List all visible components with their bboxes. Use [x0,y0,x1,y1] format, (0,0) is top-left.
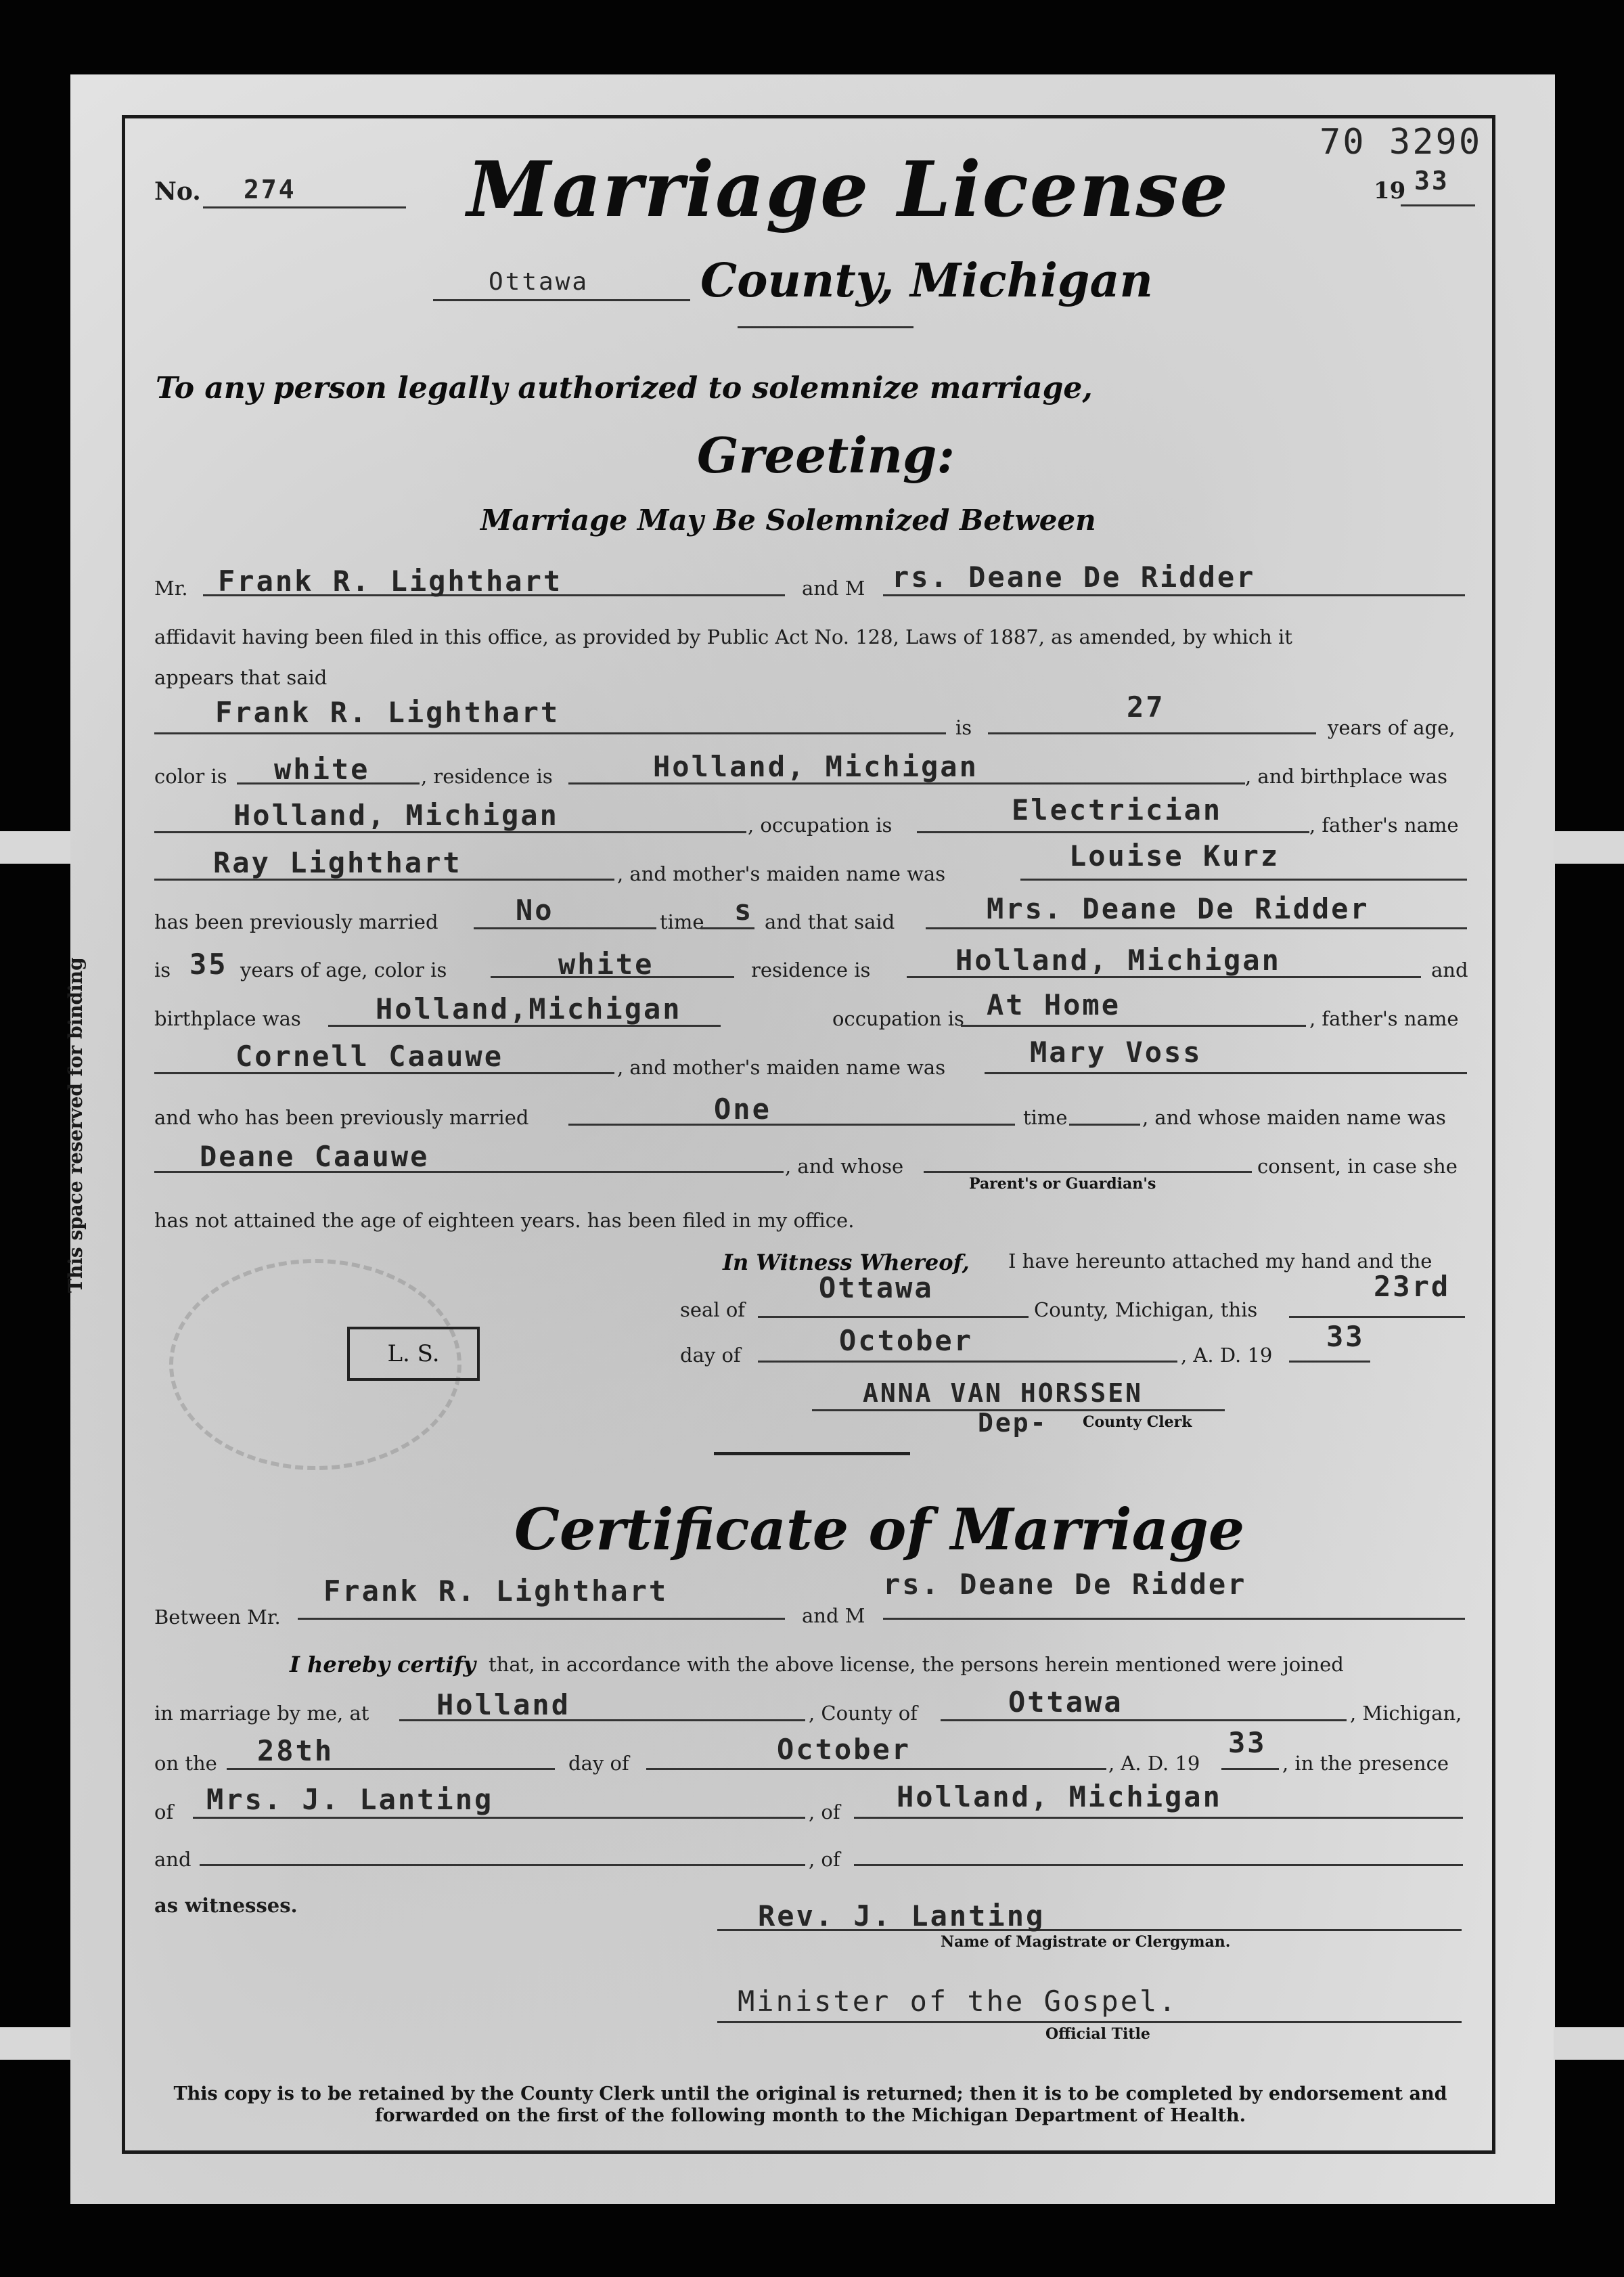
groom-occupation: Electrician [1012,793,1223,826]
as-witnesses-label: as witnesses. [154,1894,298,1917]
affidavit-line1: affidavit having been filed in this office, as provided by Public Act No. 128, Laws of 1887, as amended, by which it [154,625,1292,648]
groom-color: white [274,753,370,786]
bride-time-line [1069,1124,1140,1126]
is-prefix: is [154,958,171,981]
color-is-label: color is [154,765,227,788]
clerk-name: ANNA VAN HORSSEN [863,1378,1144,1408]
bride-occupation-line [961,1025,1306,1027]
bride-full: Mrs. Deane De Ridder [987,892,1370,925]
comma-of-label2: , of [809,1848,840,1871]
bride-residence-label: residence is [751,958,871,981]
bride-age: 35 [189,948,228,981]
birthplace-was-label: , and birthplace was [1245,765,1447,788]
residence-is-label: , residence is [421,765,553,788]
and-label: and [1431,958,1468,981]
ls-box: L. S. [347,1327,480,1381]
witness2-place-line [854,1864,1463,1866]
groom-occupation-line [917,831,1309,833]
bride-maiden-name: Deane Caauwe [200,1140,430,1173]
county-line [433,299,690,301]
groom-birthplace: Holland, Michigan [233,799,559,832]
issue-month: October [839,1324,974,1357]
not-attained-label: has not attained the age of eighteen years. has been filed in my office. [154,1209,855,1232]
header-underline [738,326,914,328]
certify-text: that, in accordance with the above license, the persons herein mentioned were joined [489,1653,1344,1676]
fathers-name-label: , father's name [1309,814,1459,837]
cert-county: Ottawa [1008,1685,1123,1719]
bride-color: white [558,948,654,981]
years-of-age: years of age, [1328,716,1456,739]
official-title-line [717,2021,1462,2023]
footer-note: This copy is to be retained by the County Clerk until the original is returned; then it is to be completed by endorsement and forwarded on the first of the following month to the Michigan Department of Health. [173,2083,1447,2126]
cert-day: 28th [257,1734,334,1767]
and-that-said-label: and that said [765,910,895,933]
file-number: 70 3290 [1320,122,1483,162]
groom-father: Ray Lighthart [213,846,462,879]
license-title: Marriage License [467,146,1230,234]
groom-mother: Louise Kurz [1069,839,1280,872]
witness-whereof: In Witness Whereof, [723,1250,970,1275]
cert-month: October [777,1733,911,1766]
prev-married-label: has been previously married [154,910,438,933]
cert-day-of-label: day of [568,1752,629,1775]
license-no: 274 [244,175,296,204]
county-michigan-this: County, Michigan, this [1034,1298,1258,1321]
bride-prev-line [568,1124,1015,1126]
issue-day: 23rd [1374,1270,1451,1303]
binding-tab-left-top [0,831,70,864]
cert-county-line [941,1719,1347,1721]
groom-full: Frank R. Lighthart [215,696,560,729]
bride-occupation: At Home [987,988,1121,1021]
county-state: County, Michigan [700,254,1153,308]
and-m-label: and M [802,577,865,600]
witness1-place: Holland, Michigan [897,1780,1222,1813]
marriage-by-label: in marriage by me, at [154,1702,369,1725]
bride-full-line [926,927,1467,929]
bride-prev-married: One [714,1092,771,1126]
and-whose-label: , and whose [785,1155,904,1178]
michigan-label: , Michigan, [1350,1702,1462,1725]
salutation: To any person legally authorized to solemnize marriage, [156,371,1093,405]
county-of-label: , County of [809,1702,918,1725]
cert-bride-name: rs. Deane De Ridder [883,1568,1247,1601]
parent-guardian-label: Parent's or Guardian's [969,1175,1156,1193]
issue-month-line [758,1361,1177,1363]
year-line [1401,204,1475,206]
cert-ad-label: , A. D. 19 [1108,1752,1200,1775]
witness1-place-line [854,1817,1463,1819]
year: 33 [1414,166,1449,196]
bride-father: Cornell Caauwe [235,1040,504,1073]
witness1-name: Mrs. J. Lanting [206,1783,494,1816]
certify-lead: I hereby certify [290,1652,476,1677]
cert-place: Holland [436,1688,571,1721]
issue-year: 33 [1326,1320,1365,1353]
cert-year-line [1221,1768,1279,1770]
officiant-label: Name of Magistrate or Clergyman. [941,1933,1231,1951]
bride-mothers-label: , and mother's maiden name was [617,1056,946,1079]
witness2-line [200,1864,805,1866]
cert-year: 33 [1228,1726,1267,1759]
birthplace-label: birthplace was [154,1007,301,1030]
on-the-label: on the [154,1752,217,1775]
certificate-title: Certificate of Marriage [514,1496,1245,1563]
bride-residence: Holland, Michigan [955,944,1281,977]
officiant: Rev. J. Lanting [758,1899,1045,1932]
year-prefix: 19 [1374,177,1406,204]
maiden-name-label: , and whose maiden name was [1142,1106,1446,1129]
mr-label: Mr. [154,577,188,600]
bride-mother-line [985,1072,1467,1074]
binding-tab-left-bottom [0,2027,70,2060]
witness-text: I have hereunto attached my hand and the [1008,1250,1433,1273]
consent-label: consent, in case she [1257,1155,1458,1178]
official-title-label: Official Title [1045,2025,1150,2043]
day-of-label: day of [680,1344,741,1367]
groom-mother-line [1020,879,1467,881]
between-mr-label: Between Mr. [154,1606,281,1629]
mothers-maiden-label: , and mother's maiden name was [617,862,946,885]
presence-label: , in the presence [1282,1752,1449,1775]
greeting: Greeting: [697,426,955,484]
between-heading: Marriage May Be Solemnized Between [480,504,1096,537]
binding-tab-right-bottom [1554,2027,1624,2060]
years-color-label: years of age, color is [240,958,447,981]
bride-fathers-label: , father's name [1309,1007,1459,1030]
groom-full-line [154,732,946,734]
cert-bride-line [883,1618,1465,1620]
cert-day-line [227,1768,555,1770]
license-no-label: No. [154,177,201,206]
seal-of-label: seal of [680,1298,746,1321]
bride-prev-married-label: and who has been previously married [154,1106,529,1129]
time-label: time [660,910,704,933]
bride-name: rs. Deane De Ridder [892,560,1256,594]
groom-time-line [700,927,754,929]
issue-day-line [1289,1316,1465,1318]
of-label: of [154,1800,174,1823]
bride-time-label: time [1023,1106,1068,1129]
official-title: Minister of the Gospel. [738,1985,1178,2018]
county-clerk-label: County Clerk [1083,1413,1192,1431]
groom-age-line [988,732,1316,734]
groom-prev-married: No [516,893,554,927]
section-divider [714,1452,910,1455]
cert-and-m-label: and M [802,1604,865,1627]
dep-label: Dep- [978,1408,1048,1438]
consent-line [924,1171,1252,1173]
groom-prev-line [474,927,656,929]
cert-groom-line [298,1618,785,1620]
groom-time-suffix: s [734,893,754,927]
county: Ottawa [489,268,589,296]
issue-ad-label: , A. D. 19 [1181,1344,1273,1367]
bride-birthplace: Holland,Michigan [376,992,682,1025]
binding-tab-right-top [1554,831,1624,864]
is-label: is [955,716,972,739]
bride-occupation-label: occupation is [832,1007,964,1030]
occupation-is-label: , occupation is [748,814,893,837]
cert-groom-name: Frank R. Lighthart [323,1574,669,1608]
groom-age: 27 [1127,690,1165,724]
witness1-line [193,1817,805,1819]
bride-mother: Mary Voss [1030,1036,1202,1069]
seal-county-line [758,1316,1029,1318]
comma-of-label: , of [809,1800,840,1823]
binding-note: This space reserved for binding [64,957,87,1293]
bride-name-line [883,594,1465,596]
seal-county: Ottawa [819,1271,934,1304]
cert-month-line [646,1768,1106,1770]
affidavit-line2: appears that said [154,666,328,689]
cert-and-label: and [154,1848,191,1871]
issue-year-line [1289,1361,1370,1363]
license-no-line [203,206,406,208]
groom-name: Frank R. Lighthart [218,565,563,598]
groom-residence: Holland, Michigan [653,750,978,783]
